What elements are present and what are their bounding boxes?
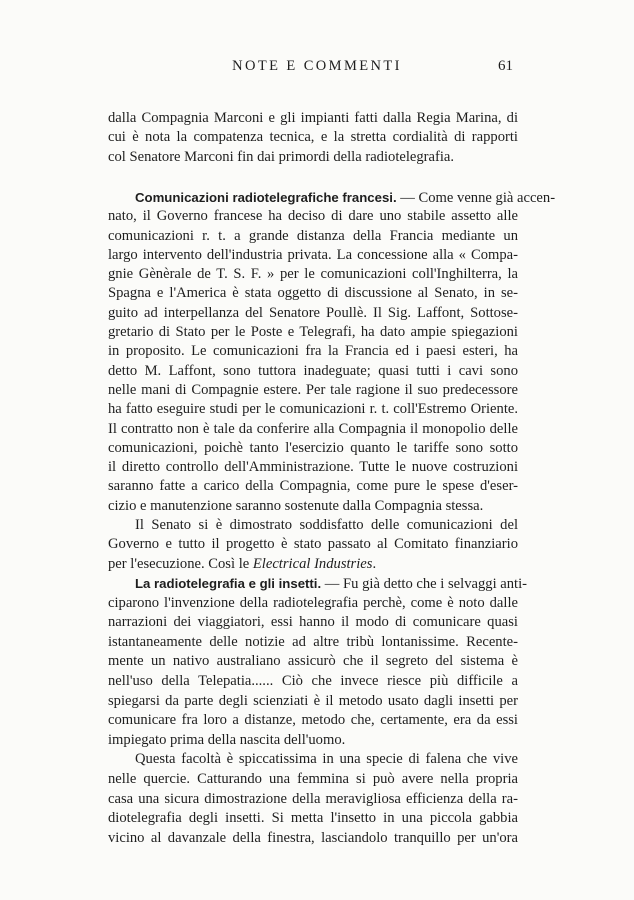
- line-text: Governo e tutto il progetto è stato passato al Comitato finanziario: [108, 536, 518, 553]
- text-line: [108, 692, 518, 712]
- text-line: [108, 790, 518, 810]
- text-line: [108, 829, 518, 849]
- text-line: [108, 594, 518, 614]
- text-line: [108, 672, 518, 692]
- text-line: [108, 284, 518, 303]
- line-text: gnie Gènèrale de T. S. F. » per le comunicazioni coll'Inghilterra, la: [108, 266, 518, 283]
- text-line: [108, 362, 518, 381]
- line-text: narrazioni dei viaggiatori, essi hanno il modo di comunicare quasi: [108, 614, 518, 631]
- line-text: nato, il Governo francese ha deciso di dare uno stabile assetto alle: [108, 208, 518, 225]
- text-line: [108, 731, 518, 751]
- line-text: spiegarsi da parte degli scienziati è il metodo usato dagli insetti per: [108, 692, 518, 709]
- line-text: impiegato prima della nascita dell'uomo.: [108, 731, 346, 748]
- text-line: [108, 207, 518, 226]
- line-text: mente un nativo australiano assicurò che il segreto del sistema è: [108, 653, 518, 670]
- text-line: [108, 750, 518, 770]
- line-text: nelle quercie. Catturando una femmina si può avere nella propria: [108, 770, 518, 787]
- text-line: [108, 128, 518, 147]
- line-text: nell'uso della Telepatia...... Ciò che invece riesce più difficile a: [108, 672, 518, 689]
- text-line: [108, 770, 518, 790]
- line-text: largo intervento dell'industria privata. La concessione alla « Compa-: [108, 246, 518, 263]
- italic-source: Electrical Industries: [252, 555, 373, 572]
- line-text: comunicazioni r. t. a grande distanza della Francia mediante un: [108, 227, 518, 244]
- text-line: [108, 188, 556, 207]
- text-line: [108, 458, 518, 477]
- text-line: [108, 516, 518, 535]
- line-text: dalla Compagnia Marconi e gli impianti fatti dalla Regia Marina, di: [108, 110, 518, 126]
- text-line: [108, 439, 518, 458]
- line-text: comunicare fra loro a distanze, metodo che, certamente, era da essi: [108, 712, 518, 729]
- text-line: [108, 420, 518, 439]
- paragraph-continuation: [108, 109, 518, 167]
- line-text: per l'esecuzione. Così le: [108, 555, 253, 572]
- line-text: comunicazioni, poichè tanto l'esercizio quanto le tariffe sono sotto: [108, 439, 518, 456]
- line-text: Il contratto non è tale da conferire alla Compagnia il monopolio delle: [108, 420, 518, 437]
- line-text: Spagna e l'America è stata oggetto di discussione al Senato, in se-: [108, 285, 518, 302]
- line-text: Il Senato si è dimostrato soddisfatto delle comunicazioni del: [135, 517, 518, 534]
- line-text: ha fatto eseguire studi per le comunicazioni r. t. coll'Estremo Oriente.: [108, 401, 518, 418]
- line-text: diotelegrafia degli insetti. Si metta l'insetto in una piccola gabbia: [108, 810, 518, 827]
- line-text: il diretto controllo dell'Amministrazione. Tutte le nuove costruzioni: [108, 459, 518, 476]
- text-line: [108, 342, 518, 361]
- line-text: istantaneamente delle notizie ad altre tribù lontanissime. Recente-: [108, 633, 518, 650]
- text-line: [108, 711, 518, 731]
- line-text: .: [372, 555, 377, 572]
- line-text: — Fu già detto che i selvaggi anti-: [321, 576, 528, 592]
- line-text: saranno fatte a carico della Compagnia, come pure le spese d'eser-: [108, 478, 518, 495]
- page-number: 61: [498, 58, 513, 74]
- section-french-radiotelegraphy: [108, 188, 556, 574]
- line-text: vicino al davanzale della finestra, lasciandolo tranquillo per un'ora: [108, 829, 518, 846]
- line-text: ciparono l'invenzione della radiotelegrafia perchè, come è noto dalle: [108, 594, 518, 611]
- text-line: [108, 246, 518, 265]
- text-line: [108, 148, 518, 167]
- text-line: [108, 555, 518, 574]
- text-line: [108, 400, 518, 419]
- text-line: [108, 497, 518, 516]
- line-text: nelle mani di Compagnie estere. Per tale ragione il suo predecessore: [108, 381, 518, 398]
- text-line: [108, 652, 518, 672]
- section-heading: La radiotelegrafia e gli insetti.: [135, 576, 322, 591]
- line-text: guito ad interpellanza del Senatore Poullè. Il Sig. Laffont, Sottose-: [108, 304, 518, 321]
- text-line: [108, 227, 518, 246]
- line-text: cui è nota la compatenza tecnica, e la stretta cordialità di rapporti: [108, 129, 518, 146]
- section-radiotelegraphy-insects: [108, 574, 528, 848]
- line-text: in proposito. Le comunicazioni fra la Francia ed i paesi esteri, ha: [108, 343, 518, 360]
- text-line: [108, 109, 518, 128]
- text-line: [108, 323, 518, 342]
- line-text: cizio e manutenzione saranno sostenute dalla Compagnia stessa.: [108, 497, 484, 514]
- line-text: casa una sicura dimostrazione della meravigliosa efficienza della ra-: [108, 790, 518, 807]
- line-text: gretario di Stato per le Poste e Telegrafi, ha dato ampie spiegazioni: [108, 324, 518, 341]
- running-title: NOTE E COMMENTI: [232, 58, 402, 74]
- text-line: [108, 477, 518, 496]
- text-line: [108, 613, 518, 633]
- line-text: col Senatore Marconi fin dai primordi della radiotelegrafia.: [108, 148, 455, 165]
- text-line: [108, 633, 518, 653]
- text-line: [108, 304, 518, 323]
- line-text: Questa facoltà è spiccatissima in una specie di falena che vive: [135, 751, 518, 768]
- section-heading: Comunicazioni radiotelegrafiche francesi.: [135, 190, 397, 205]
- text-line: [108, 265, 518, 284]
- text-line: [108, 809, 518, 829]
- text-line: [108, 381, 518, 400]
- text-line: [108, 535, 518, 554]
- line-text: detto M. Laffont, sono tuttora inadeguate; quasi tutti i cavi sono: [108, 362, 518, 379]
- text-line: [108, 574, 528, 594]
- line-text: — Come venne già accen-: [396, 190, 556, 206]
